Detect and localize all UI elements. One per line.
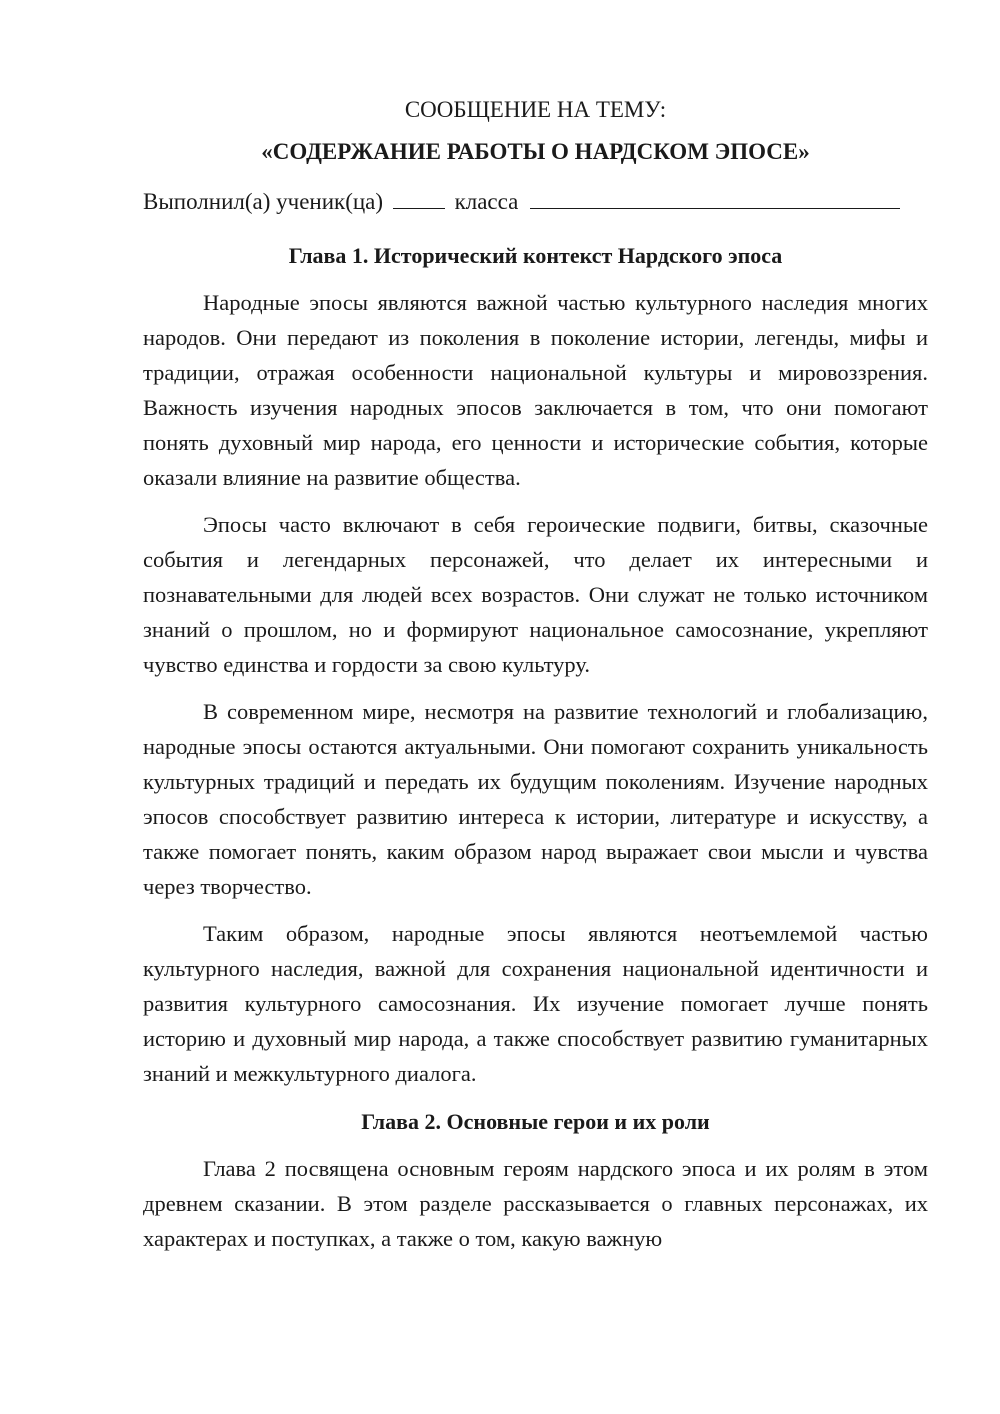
document-content xyxy=(143,93,928,1268)
chapter-1-paragraph-4: Таким образом, народные эпосы являются неотъемлемой частью культурного наследия, важной для сохранения национальной идентичности и развития культурного самосознания. Их изучение помогает лучше понять историю и духовный мир народа, а также способствует развитию гуманитарных знаний и межкультурного диалога. xyxy=(143,921,928,1086)
class-label: класса xyxy=(454,189,519,214)
chapter-2-paragraph-1: Глава 2 посвящена основным героям нардского эпоса и их ролям в этом древнем сказании. В этом разделе рассказывается о главных персонажах, их характерах и поступках, а также о том, какую важную xyxy=(143,1156,928,1251)
report-label: СООБЩЕНИЕ НА ТЕМУ: xyxy=(404,97,667,122)
chapter-2-title: Глава 2. Основные герои и их роли xyxy=(361,1109,710,1134)
chapter-1-paragraph-2: Эпосы часто включают в себя героические подвиги, битвы, сказочные события и легендарных персонажей, что делает их интересными и познавательными для людей всех возрастов. Они служат не только источником знаний о прошлом, но и формируют национальное самосознание, укрепляют чувство единства и гордости за свою культуру. xyxy=(143,512,928,677)
grade-blank-field xyxy=(393,186,445,209)
chapter-1-title: Глава 1. Исторический контекст Нардского эпоса xyxy=(288,243,783,268)
chapter-1-paragraph-1: Народные эпосы являются важной частью культурного наследия многих народов. Они передают из поколения в поколение истории, легенды, мифы и традиции, отражая особенности национальной культуры и мировоззрения. Важность изучения народных эпосов заключается в том, что они помогают понять духовный мир народа, его ценности и исторические события, которые оказали влияние на развитие общества. xyxy=(143,290,928,490)
executed-by-label: Выполнил(а) ученик(ца) xyxy=(143,189,384,214)
report-title: «СОДЕРЖАНИЕ РАБОТЫ О НАРДСКОМ ЭПОСЕ» xyxy=(261,139,810,164)
name-blank-field xyxy=(530,186,900,209)
chapter-1-paragraph-3: В современном мире, несмотря на развитие технологий и глобализацию, народные эпосы остаются актуальными. Они помогают сохранить уникальность культурных традиций и передать их будущим поколениям. Изучение народных эпосов способствует развитию интереса к истории, литературе и искусству, а также помогает понять, каким образом народ выражает свои мысли и чувства через творчество. xyxy=(143,699,928,899)
author-line xyxy=(143,185,928,219)
